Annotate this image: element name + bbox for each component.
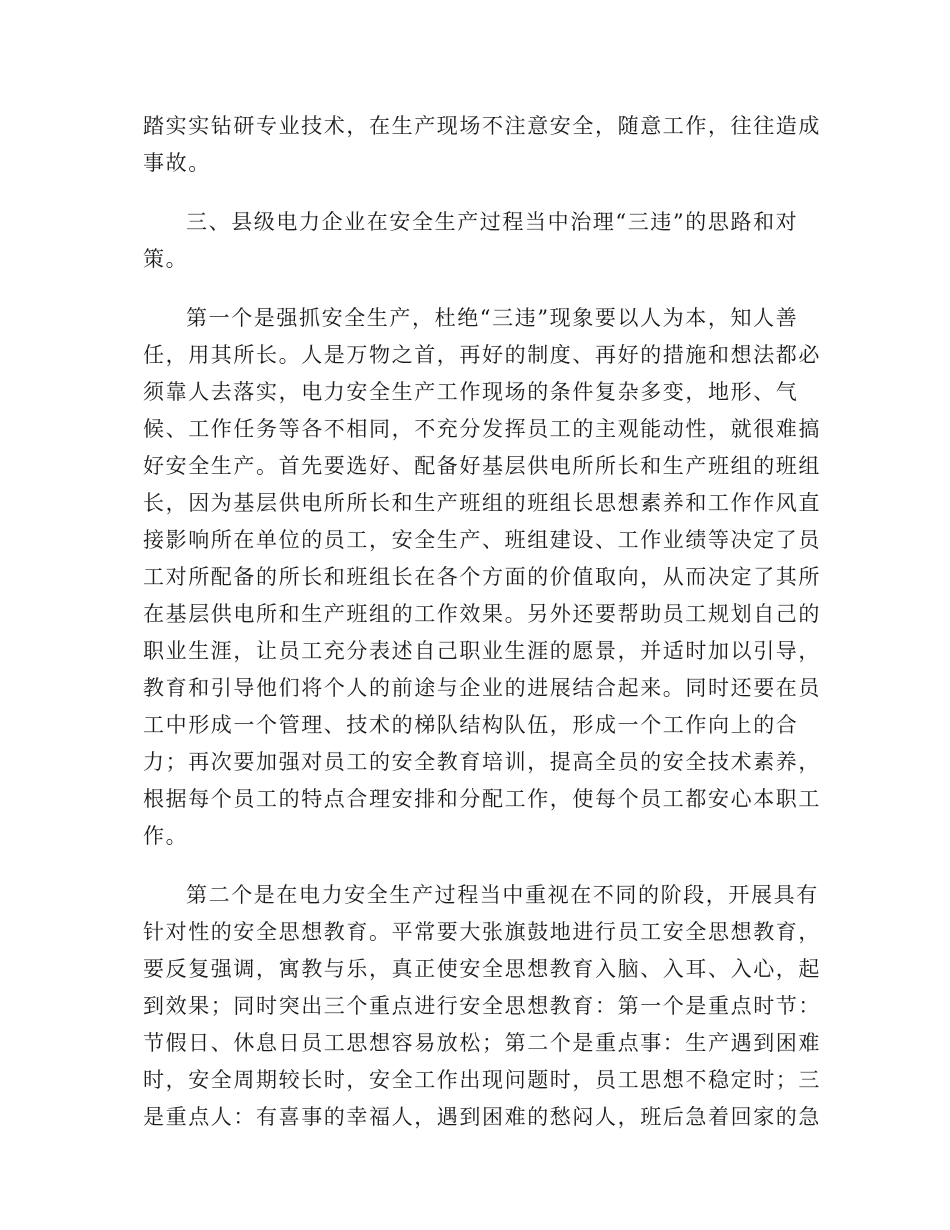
text-line: 职业生涯，让员工充分表述自己职业生涯的愿景，并适时加以引导， xyxy=(143,639,821,663)
text-line: 教育和引导他们将个人的前途与企业的进展结合起来。同时还要在员 xyxy=(143,676,821,700)
paragraph-second-measure xyxy=(143,877,821,1136)
text-line: 第一个是强抓安全生产，杜绝“三违”现象要以人为本，知人善 xyxy=(186,306,799,330)
text-line: 作。 xyxy=(143,824,189,848)
text-line: 根据每个员工的特点合理安排和分配工作，使每个员工都安心本职工 xyxy=(143,787,821,811)
text-line: 接影响所在单位的员工，安全生产、班组建设、工作业绩等决定了员 xyxy=(143,528,821,552)
text-line: 第二个是在电力安全生产过程当中重视在不同的阶段，开展具有 xyxy=(186,883,819,907)
text-line: 工对所配备的所长和班组长在各个方面的价值取向，从而决定了其所 xyxy=(143,565,821,589)
text-line: 长，因为基层供电所所长和生产班组的班组长思想素养和工作作风直 xyxy=(143,491,821,515)
text-line: 好安全生产。首先要选好、配备好基层供电所所长和生产班组的班组 xyxy=(143,454,821,478)
text-line: 在基层供电所和生产班组的工作效果。另外还要帮助员工规划自己的 xyxy=(143,602,821,626)
text-line: 踏实实钻研专业技术，在生产现场不注意安全，随意工作，往往造成 xyxy=(143,114,821,138)
text-line: 到效果；同时突出三个重点进行安全思想教育：第一个是重点时节： xyxy=(143,994,821,1018)
text-line: 针对性的安全思想教育。平常要大张旗鼓地进行员工安全思想教育， xyxy=(143,920,821,944)
text-line: 是重点人：有喜事的幸福人，遇到困难的愁闷人，班后急着回家的急 xyxy=(143,1105,821,1129)
text-line: 工中形成一个管理、技术的梯队结构队伍，形成一个工作向上的合 xyxy=(143,713,799,737)
text-line: 任，用其所长。人是万物之首，再好的制度、再好的措施和想法都必 xyxy=(143,343,821,367)
section-heading-3 xyxy=(143,204,799,278)
text-line: 三、县级电力企业在安全生产过程当中治理“三违”的思路和对 xyxy=(186,210,799,234)
text-line: 力；再次要加强对员工的安全教育培训，提高全员的安全技术素养， xyxy=(143,750,821,774)
text-line: 时，安全周期较长时，安全工作出现问题时，员工思想不稳定时；三 xyxy=(143,1068,821,1092)
text-line: 须靠人去落实，电力安全生产工作现场的条件复杂多变，地形、气 xyxy=(143,380,799,404)
text-line: 节假日、休息日员工思想容易放松；第二个是重点事：生产遇到困难 xyxy=(143,1031,821,1055)
text-line: 事故。 xyxy=(143,151,211,175)
text-line: 策。 xyxy=(143,247,189,271)
document-body xyxy=(143,108,821,1136)
paragraph-1 xyxy=(143,108,821,182)
text-line: 要反复强调，寓教与乐，真正使安全思想教育入脑、入耳、入心，起 xyxy=(143,957,821,981)
paragraph-first-measure xyxy=(143,300,821,855)
text-line: 候、工作任务等各不相同，不充分发挥员工的主观能动性，就很难搞 xyxy=(143,417,821,441)
